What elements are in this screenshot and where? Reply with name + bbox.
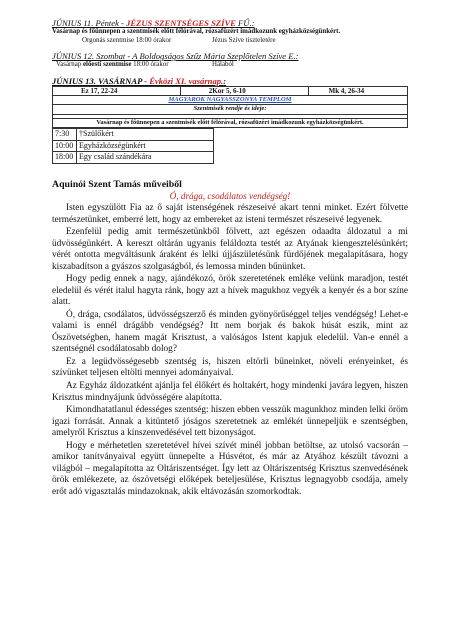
article-body — [52, 203, 408, 498]
church-name: MAGYAROK NAGYASSZONYA TEMPLOM — [52, 96, 408, 105]
article-paragraph: Hogy e mérhetetlen szeretetével hívei szívét minél jobban betöltse, az utolsó vacsorán – amikor tanítványaival együtt ünnepelte a Húsvétot, és már az Atyához készült távozni a világból – megalapította az Oltáriszentséget. Így lett az Oltáriszentség Krisztus szenvedésének örök emlékezete, az ószövetségi előképek beteljesülése, Krisztus legnagyobb csodája, amely erőt adó vigasztalás mindazoknak, akik eltávozásán szomorkodtak. — [52, 440, 408, 497]
friday-heading: JÚNIUS 11. Péntek - JÉZUS SZENTSÉGES SZÍVE FŰ.: — [52, 18, 255, 28]
table-row — [53, 140, 409, 152]
table-row — [53, 152, 409, 164]
article-paragraph: Az Egyház áldozatként ajánlja fel élőkért és holtakért, hogy mindenki javára legyen, hiszen Krisztus mindnyájunk üdvösségére alapította. — [52, 381, 408, 403]
article-paragraph: Ó, drága, csodálatos, üdvösségszerző és minden gyönyörűséggel teljes vendégség! Lehet-e valami is ennél drágább vendégség? Itt nem borjak és bakok húsát eszik, mint az Ószövetségben, hanem magát Krisztust, a valóságos Istent kapjuk eledelül. Van-e ennél a szentségnél csodálatosabb dolog? — [52, 309, 408, 355]
saturday-mass-row — [52, 61, 408, 70]
reading-first: Ez 17, 22-24 — [53, 86, 181, 95]
bulletin-page — [52, 18, 408, 498]
mass-time: 10:00 — [53, 140, 77, 152]
mass-intent: Egy család szándékára — [77, 152, 214, 164]
friday-mass-row — [52, 37, 408, 46]
article-paragraph: Ez a legüdvösségesebb szentség is, hiszen eltörli bűneinket, növeli erényeinket, és szívünket teljesen eltölti mennyei adományaival. — [52, 356, 408, 379]
friday-mass-intent: Jézus Szíve tiszteletére — [212, 36, 276, 44]
saturday-heading: JÚNIUS 12. Szombat - A Boldogságos Szűz Mária Szeplőtelen Szíve E.: — [52, 51, 299, 62]
article-paragraph: Ezenfelül pedig amit természetünkből fölvett, azt egészen odaadta áldozatul a mi üdvösségünkért. A kereszt oltárán ugyanis feláldozta testét az Atyának kiengesztelésünkért; vérét ontotta megváltásunk áraként és lelki újjászületésünk fürdőjének megalapításara, hogy kiszabadítson a gyászos szolgaságból, és lemossa minden bűnünket. — [52, 227, 408, 272]
mass-order-label: Szentmisék rendje és ideje: — [52, 105, 408, 114]
saturday-mass-intent: Hálaból — [212, 61, 234, 69]
mass-intent: †Szülőkért — [77, 129, 214, 141]
rosary-note: Vasárnap és főünnepen a szentmisék előtt félórával, rózsafüzért imádkozunk egyházközségünkért. — [52, 28, 341, 35]
table-row — [53, 129, 409, 141]
sunday-section — [52, 76, 408, 164]
sunday-heading: JÚNIUS 13. VASÁRNAP - Évközi XI. vasárnap.: — [52, 75, 227, 86]
article-subtitle: Ó, drága, csodálatos vendégség! — [169, 190, 291, 201]
saturday-section — [52, 51, 408, 70]
mass-time: 18:00 — [53, 152, 77, 164]
reading-second: 2Kor 5, 6-10 — [180, 86, 308, 95]
readings-table — [52, 86, 408, 96]
mass-schedule-table — [52, 128, 408, 164]
mass-intent: Egyházközségünkért — [77, 140, 214, 152]
article-paragraph: Hogy pedig ennek a nagy, ajándékozó, örök szeretetének emléke velünk maradjon, testét eledelül és vérét italul hagyta ránk, hogy azt a hívek magukhoz vegyék a kenyér és a bor színe alatt. — [52, 274, 408, 308]
article-title: Aquinói Szent Tamás műveiből — [52, 178, 182, 190]
sunday-rosary-note: Vasárnap és főünnepen a szentmisék előtt félórával, rózsafüzért imádkozunk egyházközségünkért. — [52, 118, 408, 128]
article-paragraph: Kimondhatatlanul édességes szentség: hiszen ebben vesszük magunkhoz minden lelki öröm igazi forrását. Annak a kitüntető jóságos szeretetnek az emlékét ünnepeljük e szentségben, amelyről Krisztus a kínszenvedésével tett bizonyságot. — [52, 405, 408, 439]
friday-mass-time: Orgonás szentmise 18:00 órakor — [82, 36, 172, 44]
mass-time: 7:30 — [53, 129, 77, 141]
reading-gospel: Mk 4, 26-34 — [308, 86, 407, 95]
friday-section — [52, 18, 408, 45]
saturday-mass-time: Vasárnap előesti szentmise 18:00 órakor — [56, 61, 169, 69]
article-paragraph: Isten egyszülött Fia az ő saját istenségének részeseivé akart tenni minket. Ezért fölvette természetünket, emberré lett, hogy az embereket az isteni természet részeseivé legyenek. — [52, 203, 408, 225]
